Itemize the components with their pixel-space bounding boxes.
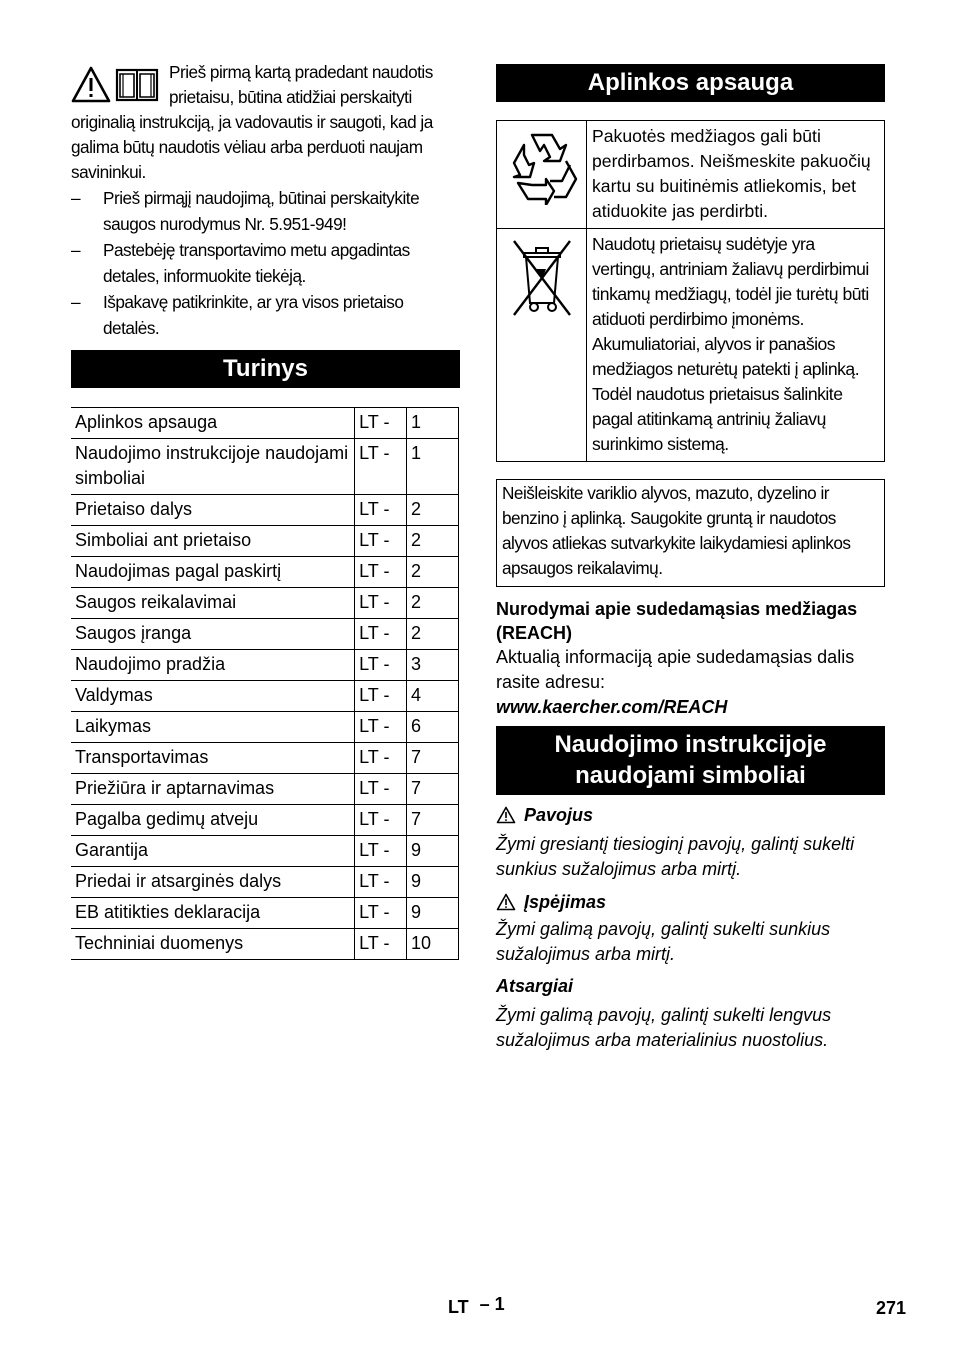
toc-prefix: LT - [355,650,407,681]
environment-table [496,120,885,462]
caution-text: Žymi galimą pavojų, galintį sukelti lengvus sužalojimus arba materialinius nuostolius. [496,1005,832,1050]
toc-heading: Turinys [71,350,460,388]
toc-page: 7 [407,805,459,836]
toc-title: Priedai ir atsarginės dalys [71,867,355,898]
toc-title: Priežiūra ir aptarnavimas [71,774,355,805]
reach-link[interactable]: www.kaercher.com/REACH [496,697,728,717]
toc-prefix: LT - [355,805,407,836]
page-number: 271 [876,1298,907,1318]
toc-prefix: LT - [355,526,407,557]
table-row[interactable] [71,712,459,743]
oil-notice: Neišleiskite variklio alyvos, mazuto, dyzelino ir benzino į aplinką. Saugokite gruntą ir naudotos alyvos atliekas sutvarkykite laikydamiesi aplinkos apsaugos reikalavimų. [496,479,885,587]
table-row[interactable] [71,774,459,805]
environment-heading: Aplinkos apsauga [496,64,885,102]
table-row [497,229,885,462]
table-row[interactable] [71,929,459,960]
danger-label: Pavojus [496,803,885,827]
warning-triangle-icon [496,806,516,824]
table-row[interactable] [71,681,459,712]
caution-label: Atsargiai [496,976,574,996]
toc-title: Techniniai duomenys [71,929,355,960]
warning-triangle-icon [496,893,516,911]
toc-prefix: LT - [355,743,407,774]
reach-text: Aktualią informaciją apie sudedamąsias dalis rasite adresu: [496,647,855,692]
toc-title: Aplinkos apsauga [71,408,355,439]
table-row[interactable] [71,867,459,898]
toc-prefix: LT - [355,867,407,898]
toc-title: Transportavimas [71,743,355,774]
recycle-icon [504,127,580,205]
intro-text: Prieš pirmą kartą pradedant naudotis prietaisu, būtina atidžiai perskaityti originalią instrukciją, ja vadovautis ir saugoti, kad ja galima būtų naudotis vėliau arba perduoti naujam savininkui. [71,62,433,182]
toc-title: Simboliai ant prietaiso [71,526,355,557]
toc-title: Garantija [71,836,355,867]
toc-page: 9 [407,836,459,867]
toc-page: 9 [407,867,459,898]
toc-title: Naudojimas pagal paskirtį [71,557,355,588]
intro-notice [71,60,460,185]
intro-list [71,186,460,341]
toc-page: 9 [407,898,459,929]
toc-prefix: LT - [355,408,407,439]
toc-title: EB atitikties deklaracija [71,898,355,929]
toc-prefix: LT - [355,774,407,805]
danger-text: Žymi gresiantį tiesioginį pavojų, galintį sukelti sunkius sužalojimus arba mirtį. [496,834,855,879]
toc-page: 4 [407,681,459,712]
list-item: – Prieš pirmąjį naudojimą, būtinai perskaitykite saugos nurodymus Nr. 5.951-949! [71,188,420,234]
list-item: – Pastebėję transportavimo metu apgadintas detales, informuokite tiekėją. [71,240,410,286]
toc-prefix: LT - [355,619,407,650]
warning-text: Žymi galimą pavojų, galintį sukelti sunkius sužalojimus arba mirtį. [496,919,831,964]
intro-icons [71,64,163,108]
table-row[interactable] [71,439,459,495]
table-row[interactable] [71,408,459,439]
reach-heading: Nurodymai apie sudedamąsias medžiagas (REACH) [496,599,858,643]
toc-prefix: LT - [355,681,407,712]
toc-title: Saugos įranga [71,619,355,650]
toc-title: Pagalba gedimų atveju [71,805,355,836]
left-column [71,60,460,960]
table-row[interactable] [71,619,459,650]
toc-title: Prietaiso dalys [71,495,355,526]
toc-title: Saugos reikalavimai [71,588,355,619]
toc-page: 2 [407,619,459,650]
table-row[interactable] [71,836,459,867]
toc-page: 3 [407,650,459,681]
toc-prefix: LT - [355,495,407,526]
toc-page: 7 [407,774,459,805]
recycle-text: Pakuotės medžiagos gali būti perdirbamos. Neišmeskite pakuočių kartu su buitinėmis atliekomis, bet atiduokite jas perdirbti. [587,121,885,229]
table-row[interactable] [71,526,459,557]
toc-prefix: LT - [355,836,407,867]
toc-page: 2 [407,495,459,526]
toc-page: 1 [407,408,459,439]
table-row[interactable] [71,898,459,929]
toc-page: 6 [407,712,459,743]
table-row[interactable] [71,743,459,774]
toc-prefix: LT - [355,898,407,929]
footer-page-label: LT – 1 [448,1294,505,1317]
crossed-bin-icon [510,235,574,319]
toc-prefix: LT - [355,439,407,495]
table-row[interactable] [71,650,459,681]
warning-label: Įspėjimas [496,890,885,914]
toc-prefix: LT - [355,588,407,619]
table-row[interactable] [71,557,459,588]
toc-table [71,407,459,960]
toc-prefix: LT - [355,712,407,743]
toc-page: 7 [407,743,459,774]
toc-page: 2 [407,588,459,619]
toc-prefix: LT - [355,929,407,960]
toc-page: 2 [407,557,459,588]
toc-title: Laikymas [71,712,355,743]
symbols-heading: Naudojimo instrukcijoje naudojami simboliai [496,726,885,795]
table-row[interactable] [71,495,459,526]
table-row[interactable] [71,805,459,836]
weee-cell [497,229,587,462]
toc-title: Valdymas [71,681,355,712]
right-column [496,64,885,1053]
toc-title: Naudojimo instrukcijoje naudojami simboliai [71,439,355,495]
toc-title: Naudojimo pradžia [71,650,355,681]
toc-page: 10 [407,929,459,960]
warning-triangle-icon [71,66,111,104]
table-row [497,121,885,229]
list-item: – Išpakavę patikrinkite, ar yra visos prietaiso detalės. [71,292,404,338]
table-row[interactable] [71,588,459,619]
toc-prefix: LT - [355,557,407,588]
toc-page: 2 [407,526,459,557]
recycle-cell [497,121,587,229]
manual-book-icon [115,66,159,104]
weee-text: Naudotų prietaisų sudėtyje yra vertingų, antriniam žaliavų perdirbimui tinkamų medžiagų, todėl jie turėtų būti atiduoti perdirbimo įmonėms. Akumuliatoriai, alyvos ir panašios medžiagos neturėtų patekti į aplinką. Todėl naudotus prietaisus šalinkite pagal atitinkamą antrinių žaliavų surinkimo sistemą. [587,229,885,462]
toc-page: 1 [407,439,459,495]
